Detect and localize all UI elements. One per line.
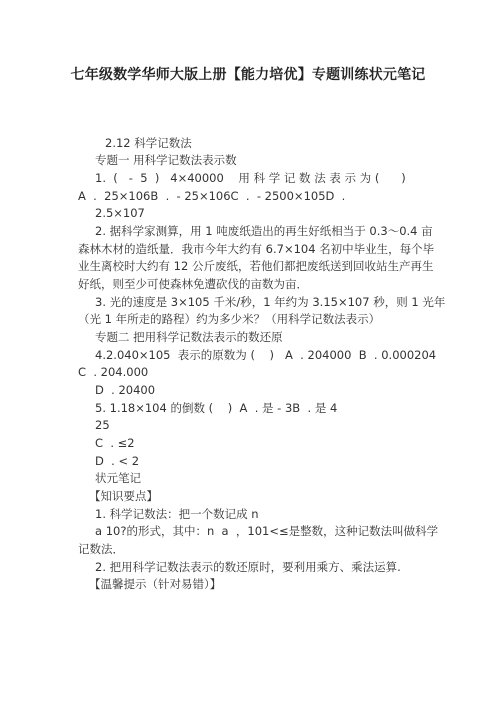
section-heading: 2.12 科学记数法 [105, 136, 192, 150]
question-1-options: A . 25×106B . - 25×106C . - 2500×105D . [78, 189, 346, 203]
question-3-line-2: （光 1 年所走的路程）约为多少米？（用科学记数法表示） [78, 312, 381, 326]
question-2-line-1: 2. 据科学家测算，用 1 吨废纸造出的再生好纸相当于 0.3～0.4 亩 [95, 224, 433, 238]
question-5-fraction: 25 [95, 418, 110, 432]
document-title: 七年级数学华师大版上册【能力培优】专题训练状元笔记 [70, 67, 426, 83]
key-point-1-line-3: 记数法． [78, 542, 124, 556]
key-point-2: 2. 把用科学记数法表示的数还原时，要利用乘方、乘法运算. [95, 560, 401, 574]
question-5-option-c: C . ≤2 [95, 436, 135, 450]
question-5-option-d: D . < 2 [95, 454, 140, 468]
question-5: 5. 1.18×104 的倒数 ( ) A . 是 - 3B . 是 4 [95, 401, 338, 415]
key-points-heading: 【知识要点】 [89, 489, 158, 503]
question-1-option-d: 2.5×107 [95, 206, 145, 220]
question-4-option-c: C . 204.000 [78, 365, 149, 379]
question-2-line-3: 业生离校时大约有 12 公斤废纸，若他们都把废纸送到回收站生产再生 [78, 259, 434, 273]
question-1: 1. ( - 5 ) 4×40000 用 科 学 记 数 法 表 示 为 ( ) [95, 171, 406, 185]
question-3-line-1: 3. 光的速度是 3×105 千米/秒，1 年约为 3.15×107 秒，则 1 光年 [95, 295, 446, 309]
question-2-line-4: 好纸，则至少可使森林免遭砍伐的亩数为亩． [78, 277, 308, 291]
question-2-line-2: 森林木材的造纸量．我市今年大约有 6.7×104 名初中毕业生，每个毕 [78, 242, 435, 256]
question-4-option-d: D . 20400 [95, 383, 156, 397]
topic-heading-2: 专题二 把用科学记数法表示的数还原 [95, 330, 283, 344]
key-point-1-line-1: 1. 科学记数法：把一个数记成 n [95, 507, 259, 521]
question-4: 4.2.040×105 表示的原数为 ( ) A . 204000 B . 0.000204 [95, 348, 437, 362]
tips-heading: 【温馨提示（针对易错）】 [89, 577, 222, 591]
notes-heading: 状元笔记 [95, 471, 141, 485]
key-point-1-line-2: a 10?的形式，其中：n a ，101<≤是整数，这种记数法叫做科学 [95, 524, 439, 538]
topic-heading: 专题一 用科学记数法表示数 [95, 153, 237, 167]
